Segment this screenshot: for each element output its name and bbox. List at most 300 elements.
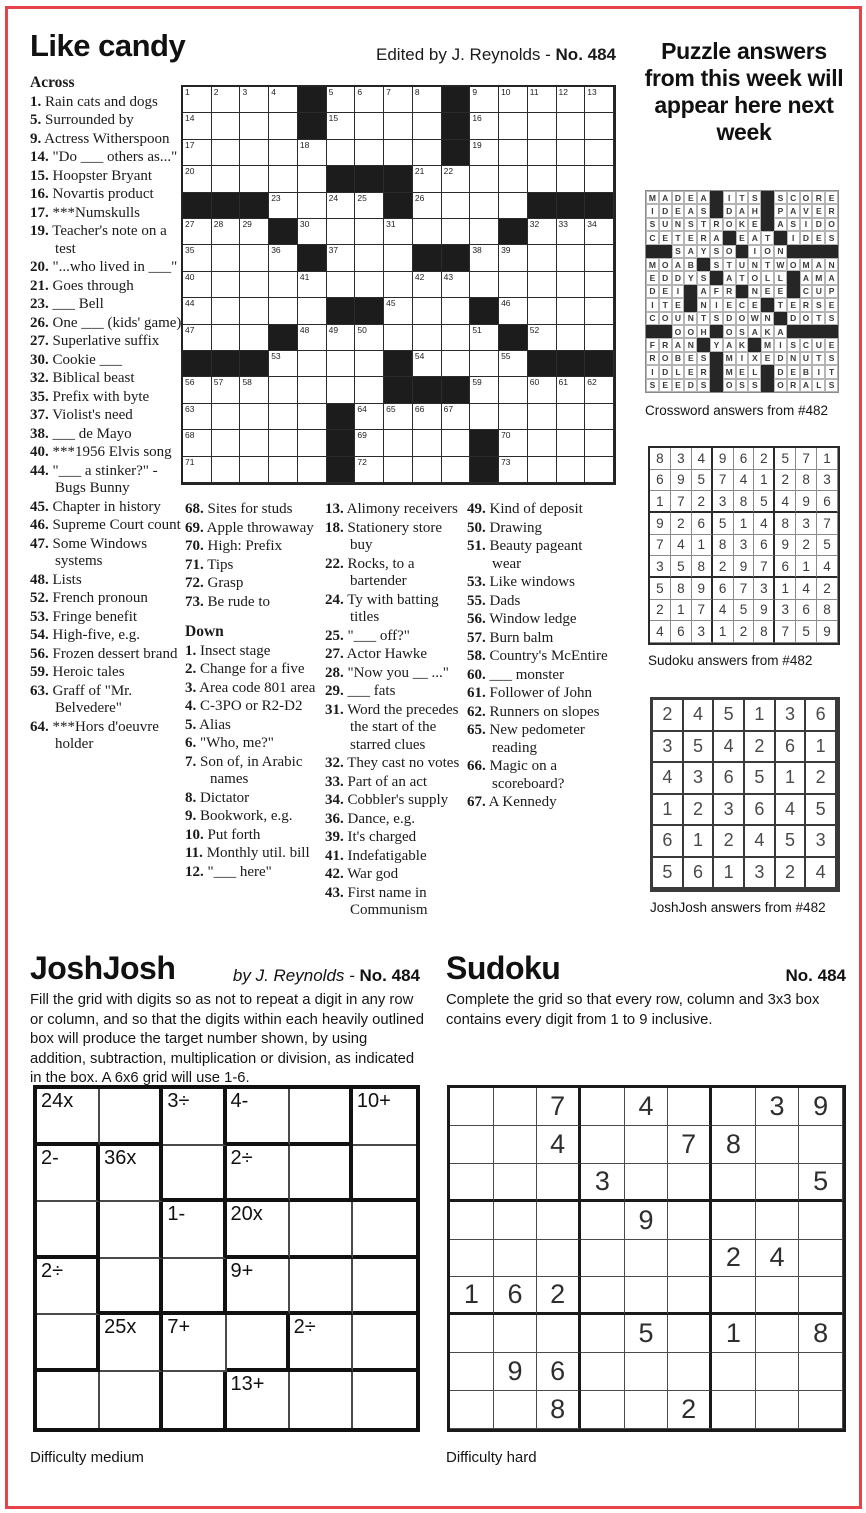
crossword-cell: [240, 430, 269, 456]
clue-number: 60.: [467, 666, 486, 683]
clue-item: 69. Apple throwaway: [185, 519, 314, 536]
sudoku-answer-cell: 4: [754, 513, 775, 535]
crossword-cell: [355, 404, 384, 430]
sudoku-empty-cell: [581, 1277, 625, 1315]
crossword-cell-number: 19: [472, 139, 482, 150]
answer-letter-cell: N: [748, 285, 761, 298]
sudoku-answer-cell: 5: [754, 491, 775, 513]
sudoku-answer-cell: 1: [754, 470, 775, 492]
joshjosh-answer-cell: 5: [776, 826, 807, 858]
cage-target-label: 2÷: [41, 1259, 64, 1282]
clue-number: 49.: [467, 501, 486, 517]
answer-letter-cell: K: [736, 218, 749, 231]
crossword-cell: [499, 404, 528, 430]
crossword-cell: [585, 140, 614, 166]
answer-letter-cell: E: [659, 285, 672, 298]
answer-black-cell: [748, 338, 761, 351]
joshjosh-cell: [290, 1259, 353, 1316]
answer-black-cell: [646, 245, 659, 258]
clue-number: 48.: [30, 571, 49, 588]
answer-letter-cell: I: [723, 191, 736, 204]
answer-letter-cell: U: [800, 352, 813, 365]
clue-number: 15.: [30, 167, 49, 184]
crossword-cell: [470, 140, 499, 166]
crossword-cell: [442, 193, 471, 219]
clue-item: 32. They cast no votes: [325, 755, 460, 771]
sudoku-answer-cell: 6: [734, 448, 755, 470]
answer-letter-cell: T: [672, 231, 685, 244]
answers-panel-heading: Puzzle answers from this week will appear here next week: [644, 38, 844, 145]
clue-number: 72.: [185, 575, 204, 591]
joshjosh-cell: [227, 1259, 290, 1316]
sudoku-answer-cell: 6: [713, 578, 734, 600]
answer-letter-cell: B: [800, 365, 813, 378]
joshjosh-answer-cell: 5: [653, 858, 684, 890]
answer-letter-cell: R: [659, 338, 672, 351]
crossword-answers-grid: [645, 190, 839, 393]
sudoku-answer-cell: 5: [734, 600, 755, 622]
answer-letter-cell: E: [659, 379, 672, 392]
clue-item: 13. Alimony receivers: [325, 501, 458, 517]
sudoku-empty-cell: [712, 1164, 756, 1202]
answer-letter-cell: E: [825, 191, 838, 204]
answer-letter-cell: R: [723, 285, 736, 298]
crossword-cell: [384, 430, 413, 456]
clue-item: 36. Dance, e.g.: [325, 810, 415, 827]
crossword-cell-number: 23: [271, 192, 281, 203]
answer-letter-cell: T: [736, 271, 749, 284]
sudoku-empty-cell: [799, 1277, 843, 1315]
sudoku-answer-cell: 9: [713, 448, 734, 470]
sudoku-given-cell: 2: [668, 1391, 712, 1429]
sudoku-empty-cell: [581, 1202, 625, 1240]
crossword-cell: [240, 87, 269, 113]
joshjosh-answer-cell: 2: [806, 763, 837, 795]
clue-number: 18.: [325, 519, 344, 536]
sudoku-given-cell: 8: [799, 1315, 843, 1353]
crossword-cell: [298, 457, 327, 483]
joshjosh-cell: [37, 1315, 100, 1372]
sudoku-given-cell: 7: [668, 1126, 712, 1164]
answer-letter-cell: S: [736, 379, 749, 392]
answer-letter-cell: D: [684, 379, 697, 392]
crossword-cell: [240, 457, 269, 483]
answer-letter-cell: D: [659, 365, 672, 378]
crossword-cell-number: 25: [357, 192, 367, 203]
crossword-cell: [298, 272, 327, 298]
answer-letter-cell: S: [697, 352, 710, 365]
crossword-cell: [557, 140, 586, 166]
answer-black-cell: [787, 245, 800, 258]
clue-number: 50.: [467, 519, 486, 536]
clue-number: 22.: [325, 555, 344, 572]
joshjosh-answer-cell: 5: [714, 700, 745, 732]
clue-item: 43. First name in Communism: [325, 884, 428, 918]
answer-letter-cell: C: [800, 285, 813, 298]
answer-letter-cell: V: [800, 204, 813, 217]
answer-letter-cell: Y: [684, 271, 697, 284]
crossword-black-cell: [327, 298, 356, 324]
joshjosh-answer-cell: 3: [653, 732, 684, 764]
answer-letter-cell: T: [761, 231, 774, 244]
crossword-cell: [183, 219, 212, 245]
answer-letter-cell: R: [697, 231, 710, 244]
clue-number: 1.: [30, 93, 42, 110]
clue-number: 26.: [30, 314, 49, 331]
crossword-cell: [413, 166, 442, 192]
sudoku-empty-cell: [712, 1391, 756, 1429]
answer-letter-cell: O: [659, 352, 672, 365]
crossword-cell: [355, 272, 384, 298]
answer-letter-cell: D: [774, 352, 787, 365]
sudoku-given-cell: 9: [625, 1202, 669, 1240]
clue-item: 68. Sites for studs: [185, 501, 293, 517]
clue-column-across-end-down-start: [185, 501, 323, 882]
sudoku-given-cell: 6: [494, 1277, 538, 1315]
answer-black-cell: [787, 271, 800, 284]
sudoku-empty-cell: [537, 1315, 581, 1353]
crossword-cell-number: 42: [414, 271, 425, 282]
crossword-cell-number: 36: [271, 245, 281, 256]
clue-item: 61. Follower of John: [467, 685, 592, 701]
crossword-cell-number: 32: [529, 218, 540, 229]
joshjosh-title: JoshJosh: [30, 950, 176, 986]
sudoku-answer-cell: 4: [817, 556, 838, 578]
answer-letter-cell: S: [710, 245, 723, 258]
crossword-cell: [470, 377, 499, 403]
clue-number: 70.: [185, 538, 204, 554]
crossword-cell: [585, 377, 614, 403]
crossword-cell-number: 4: [271, 87, 276, 97]
answer-letter-cell: A: [723, 271, 736, 284]
answer-letter-cell: O: [787, 258, 800, 271]
sudoku-empty-cell: [450, 1391, 494, 1429]
crossword-cell: [413, 87, 442, 113]
answer-black-cell: [787, 285, 800, 298]
crossword-cell: [499, 298, 528, 324]
answer-black-cell: [684, 298, 697, 311]
clue-number: 34.: [325, 792, 344, 808]
answer-letter-cell: A: [748, 231, 761, 244]
answer-letter-cell: A: [672, 338, 685, 351]
crossword-cell-number: 39: [501, 245, 511, 256]
crossword-cell: [499, 457, 528, 483]
crossword-cell: [442, 298, 471, 324]
crossword-cell: [240, 377, 269, 403]
crossword-cell-number: 30: [299, 218, 310, 229]
answer-letter-cell: S: [787, 338, 800, 351]
clue-number: 41.: [325, 847, 344, 864]
clue-number: 9.: [185, 808, 197, 824]
joshjosh-cell: [227, 1372, 290, 1429]
joshjosh-cell: [290, 1146, 353, 1203]
crossword-cell: [269, 457, 298, 483]
crossword-cell: [212, 325, 241, 351]
crossword-cell-number: 73: [501, 456, 511, 467]
crossword-cell: [355, 219, 384, 245]
crossword-cell-number: 14: [185, 113, 195, 124]
crossword-cell-number: 24: [328, 192, 339, 203]
cage-target-label: 4-: [230, 1090, 249, 1112]
answer-black-cell: [761, 298, 774, 311]
answer-letter-cell: L: [761, 271, 774, 284]
answer-black-cell: [710, 352, 723, 365]
crossword-black-cell: [442, 140, 471, 166]
answer-letter-cell: D: [659, 271, 672, 284]
sudoku-empty-cell: [756, 1353, 800, 1391]
answer-letter-cell: K: [761, 325, 774, 338]
sudoku-empty-cell: [625, 1391, 669, 1429]
crossword-cell: [384, 272, 413, 298]
answer-black-cell: [659, 325, 672, 338]
crossword-cell: [240, 166, 269, 192]
answer-letter-cell: E: [787, 365, 800, 378]
crossword-cell: [528, 404, 557, 430]
answer-letter-cell: U: [736, 258, 749, 271]
sudoku-answer-cell: 8: [650, 448, 671, 470]
answer-letter-cell: R: [787, 379, 800, 392]
joshjosh-cell: [100, 1089, 163, 1146]
answer-letter-cell: U: [812, 285, 825, 298]
clue-item: 72. Grasp: [185, 575, 244, 591]
clue-item: 16. Novartis product: [30, 186, 154, 202]
answer-letter-cell: E: [684, 231, 697, 244]
crossword-cell: [413, 325, 442, 351]
answer-letter-cell: P: [825, 285, 838, 298]
sudoku-answer-cell: 1: [692, 535, 713, 557]
joshjosh-answer-cell: 4: [806, 858, 837, 890]
answer-letter-cell: A: [736, 204, 749, 217]
crossword-black-cell: [384, 193, 413, 219]
answer-letter-cell: O: [736, 312, 749, 325]
crossword-cell: [442, 457, 471, 483]
answer-letter-cell: I: [736, 352, 749, 365]
sudoku-given-cell: 8: [712, 1126, 756, 1164]
joshjosh-cell: [353, 1315, 416, 1372]
clue-number: 40.: [30, 444, 49, 460]
answer-letter-cell: D: [774, 365, 787, 378]
joshjosh-cell: [290, 1372, 353, 1429]
joshjosh-cell: [37, 1202, 100, 1259]
joshjosh-cell: [290, 1089, 353, 1146]
answer-letter-cell: E: [684, 191, 697, 204]
crossword-cell-number: 65: [386, 403, 396, 414]
joshjosh-answers-caption: JoshJosh answers from #482: [650, 900, 826, 915]
crossword-cell-number: 58: [242, 377, 252, 388]
clue-number: 66.: [467, 758, 486, 774]
sudoku-empty-cell: [668, 1240, 712, 1278]
clue-item: 56. Window ledge: [467, 611, 577, 627]
crossword-cell-number: 61: [558, 377, 568, 388]
sudoku-empty-cell: [581, 1088, 625, 1126]
joshjosh-answer-cell: 3: [776, 700, 807, 732]
crossword-cell: [499, 140, 528, 166]
answer-letter-cell: L: [748, 365, 761, 378]
answer-letter-cell: D: [672, 271, 685, 284]
sudoku-answer-cell: 6: [692, 513, 713, 535]
joshjosh-answer-cell: 4: [745, 826, 776, 858]
answer-letter-cell: I: [646, 365, 659, 378]
clue-number: 56.: [30, 645, 49, 662]
crossword-cell: [240, 219, 269, 245]
answer-letter-cell: A: [800, 271, 813, 284]
sudoku-answer-cell: 8: [796, 470, 817, 492]
sudoku-answer-cell: 2: [671, 513, 692, 535]
clue-item: 55. Dads: [467, 592, 521, 609]
joshjosh-cell: [353, 1202, 416, 1259]
clue-item: 53. Fringe benefit: [30, 608, 138, 625]
answer-black-cell: [710, 204, 723, 217]
clue-number: 23.: [30, 296, 49, 312]
crossword-grid: [181, 85, 616, 485]
crossword-cell-number: 59: [472, 377, 482, 388]
answer-letter-cell: T: [761, 258, 774, 271]
clue-item: 21. Goes through: [30, 277, 134, 294]
answer-letter-cell: B: [672, 352, 685, 365]
answer-letter-cell: S: [684, 218, 697, 231]
clue-item: 50. Drawing: [467, 519, 542, 536]
crossword-cell: [585, 87, 614, 113]
crossword-cell-number: 70: [501, 430, 511, 441]
clue-number: 16.: [30, 186, 49, 202]
crossword-cell: [557, 219, 586, 245]
clue-item: 46. Supreme Court count: [30, 517, 181, 533]
answer-letter-cell: D: [723, 204, 736, 217]
crossword-cell: [240, 113, 269, 139]
sudoku-empty-cell: [450, 1240, 494, 1278]
crossword-black-cell: [557, 351, 586, 377]
crossword-cell: [355, 87, 384, 113]
sudoku-answer-cell: 3: [692, 621, 713, 643]
answer-letter-cell: A: [812, 258, 825, 271]
answer-letter-cell: M: [800, 258, 813, 271]
crossword-cell-number: 20: [185, 166, 195, 177]
joshjosh-cell: [37, 1372, 100, 1429]
sudoku-answer-cell: 4: [650, 621, 671, 643]
sudoku-answer-cell: 7: [734, 578, 755, 600]
sudoku-empty-cell: [668, 1353, 712, 1391]
joshjosh-difficulty-label: Difficulty medium: [30, 1449, 144, 1466]
answer-letter-cell: S: [672, 245, 685, 258]
clue-number: 71.: [185, 556, 204, 573]
joshjosh-issue-number: No. 484: [359, 966, 420, 985]
crossword-cell: [557, 245, 586, 271]
answer-black-cell: [710, 379, 723, 392]
clue-item: 67. A Kennedy: [467, 794, 557, 810]
answer-letter-cell: N: [761, 312, 774, 325]
clue-number: 28.: [325, 664, 344, 681]
crossword-cell: [240, 325, 269, 351]
crossword-cell-number: 54: [414, 350, 425, 361]
clue-number: 43.: [325, 884, 344, 901]
crossword-cell: [355, 325, 384, 351]
crossword-black-cell: [384, 377, 413, 403]
answer-black-cell: [825, 245, 838, 258]
clue-item: 71. Tips: [185, 556, 234, 573]
crossword-cell-number: 21: [414, 166, 425, 177]
clue-column-across: [30, 74, 182, 755]
sudoku-empty-cell: [494, 1164, 538, 1202]
answer-letter-cell: O: [723, 245, 736, 258]
sudoku-answer-cell: 3: [775, 600, 796, 622]
clue-number: 17.: [30, 204, 49, 221]
joshjosh-answer-cell: 1: [653, 795, 684, 827]
sudoku-answer-cell: 4: [796, 578, 817, 600]
answer-letter-cell: S: [825, 379, 838, 392]
sudoku-empty-cell: [625, 1126, 669, 1164]
cage-target-label: 24x: [41, 1090, 74, 1112]
crossword-black-cell: [442, 245, 471, 271]
clue-number: 25.: [325, 627, 344, 644]
clue-item: 65. New pedometer reading: [467, 722, 585, 756]
answer-letter-cell: O: [748, 271, 761, 284]
clue-item: 3. Area code 801 area: [185, 679, 316, 696]
sudoku-empty-cell: [494, 1202, 538, 1240]
joshjosh-answer-cell: 6: [745, 795, 776, 827]
clue-item: 30. Cookie ___: [30, 351, 123, 368]
crossword-cell-number: 44: [185, 298, 195, 309]
clue-item: 20. "...who lived in ___": [30, 259, 178, 275]
sudoku-empty-cell: [668, 1164, 712, 1202]
clue-item: 45. Chapter in history: [30, 498, 161, 515]
joshjosh-answer-cell: 6: [776, 732, 807, 764]
crossword-cell: [240, 404, 269, 430]
crossword-black-cell: [212, 193, 241, 219]
answer-black-cell: [659, 245, 672, 258]
answer-black-cell: [800, 325, 813, 338]
crossword-cell: [585, 219, 614, 245]
sudoku-answer-cell: 7: [775, 621, 796, 643]
joshjosh-cell: [100, 1202, 163, 1259]
crossword-cell: [384, 298, 413, 324]
answer-letter-cell: N: [787, 352, 800, 365]
sudoku-answers-caption: Sudoku answers from #482: [648, 653, 813, 668]
crossword-cell-number: 56: [185, 377, 195, 388]
answer-letter-cell: C: [646, 231, 659, 244]
crossword-cell: [557, 298, 586, 324]
sudoku-answer-cell: 7: [671, 491, 692, 513]
cage-target-label: 1-: [167, 1203, 186, 1225]
sudoku-empty-cell: [756, 1315, 800, 1353]
crossword-cell: [585, 245, 614, 271]
crossword-cell: [183, 113, 212, 139]
joshjosh-byline: [180, 966, 420, 986]
answer-letter-cell: E: [761, 285, 774, 298]
joshjosh-cell: [100, 1315, 163, 1372]
sudoku-difficulty-label: Difficulty hard: [446, 1449, 537, 1466]
crossword-black-cell: [384, 351, 413, 377]
clue-number: 8.: [185, 789, 197, 806]
answer-letter-cell: E: [723, 298, 736, 311]
sudoku-answer-cell: 5: [671, 556, 692, 578]
answer-letter-cell: A: [697, 285, 710, 298]
crossword-cell: [183, 272, 212, 298]
crossword-cell-number: 28: [213, 218, 224, 229]
crossword-black-cell: [384, 166, 413, 192]
answer-letter-cell: O: [800, 312, 813, 325]
answer-black-cell: [761, 379, 774, 392]
answer-letter-cell: O: [723, 218, 736, 231]
clue-number: 1.: [185, 642, 197, 659]
sudoku-answer-cell: 3: [817, 470, 838, 492]
clue-item: 11. Monthly util. bill: [185, 845, 310, 861]
crossword-cell: [470, 193, 499, 219]
clue-item: 19. Teacher's note on a test: [30, 223, 167, 257]
crossword-cell: [528, 272, 557, 298]
crossword-answers-caption: Crossword answers from #482: [645, 403, 829, 418]
crossword-cell: [269, 245, 298, 271]
crossword-cell-number: 41: [299, 271, 310, 282]
